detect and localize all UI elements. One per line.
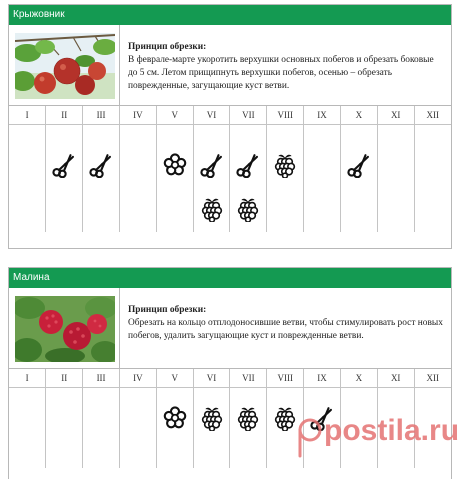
month-cell [156,125,193,233]
month-cell [9,388,46,469]
month-cell [267,125,304,233]
month-cell [119,125,156,233]
flower-icon [162,405,188,431]
scissors-icon [51,152,77,178]
month-calendar [9,106,451,232]
month-label: IX [304,106,341,125]
pruning-text: Обрезать на кольцо отплодоносившие ветви, чтобы стимулировать рост новых побегов, удалить загущающие куст и поврежденные ветви. [128,318,443,341]
month-label: XI [377,369,414,388]
month-cell [304,125,341,233]
month-cell [83,388,120,469]
raspberry-icon [235,405,261,431]
month-label: V [156,106,193,125]
month-label: XI [377,106,414,125]
month-cell [340,125,377,233]
scissors-icon [346,152,372,178]
month-header-row [9,369,451,388]
card-info [9,25,451,106]
month-cell [119,388,156,469]
gooseberry-photo [15,33,115,99]
pruning-text: В феврале-марте укоротить верхушки основных побегов и обрезать боковые до 5 см. Летом прищипнуть верхушки побегов, осенью – обрезать поврежденные, загущающие куст ветви. [128,55,434,91]
month-cell [46,125,83,233]
month-label: IV [119,106,156,125]
month-label: III [83,369,120,388]
pruning-title: Принцип обрезки: [128,42,207,52]
pruning-description [120,25,451,105]
month-label: VIII [267,369,304,388]
month-label: II [46,369,83,388]
card-header: Крыжовник [9,5,451,25]
watermark-logo [290,400,460,460]
raspberry-icon [272,152,298,178]
month-label: IV [119,369,156,388]
month-cell [230,125,267,233]
month-label: VI [193,369,230,388]
scissors-icon [88,152,114,178]
scissors-icon [235,152,261,178]
month-label: III [83,106,120,125]
month-label: VIII [267,106,304,125]
month-label: IX [304,369,341,388]
month-label: XII [414,369,451,388]
month-label: VII [230,369,267,388]
month-cell [377,125,414,233]
raspberry-icon [199,196,225,222]
watermark-text: postila.ru [324,414,460,447]
photo-cell [9,25,120,105]
month-label: V [156,369,193,388]
pruning-description [120,288,451,368]
flower-icon [162,152,188,178]
month-label: X [340,369,377,388]
month-cell [46,388,83,469]
plant-card-gooseberry [8,4,452,249]
month-label: XII [414,106,451,125]
month-cell [9,125,46,233]
month-cell [83,125,120,233]
pruning-title: Принцип обрезки: [128,305,207,315]
month-label: X [340,106,377,125]
month-label: VII [230,106,267,125]
month-cell [193,388,230,469]
raspberry-icon [235,196,261,222]
raspberry-icon [199,405,225,431]
month-cell [414,125,451,233]
photo-cell [9,288,120,368]
month-label: II [46,106,83,125]
card-header: Малина [9,268,451,288]
raspberry-photo [15,296,115,362]
month-cell [156,388,193,469]
month-header-row [9,106,451,125]
month-cell [193,125,230,233]
month-cell [230,388,267,469]
month-icon-row [9,125,451,233]
month-label: VI [193,106,230,125]
card-info [9,288,451,369]
month-label: I [9,106,46,125]
month-label: I [9,369,46,388]
scissors-icon [199,152,225,178]
